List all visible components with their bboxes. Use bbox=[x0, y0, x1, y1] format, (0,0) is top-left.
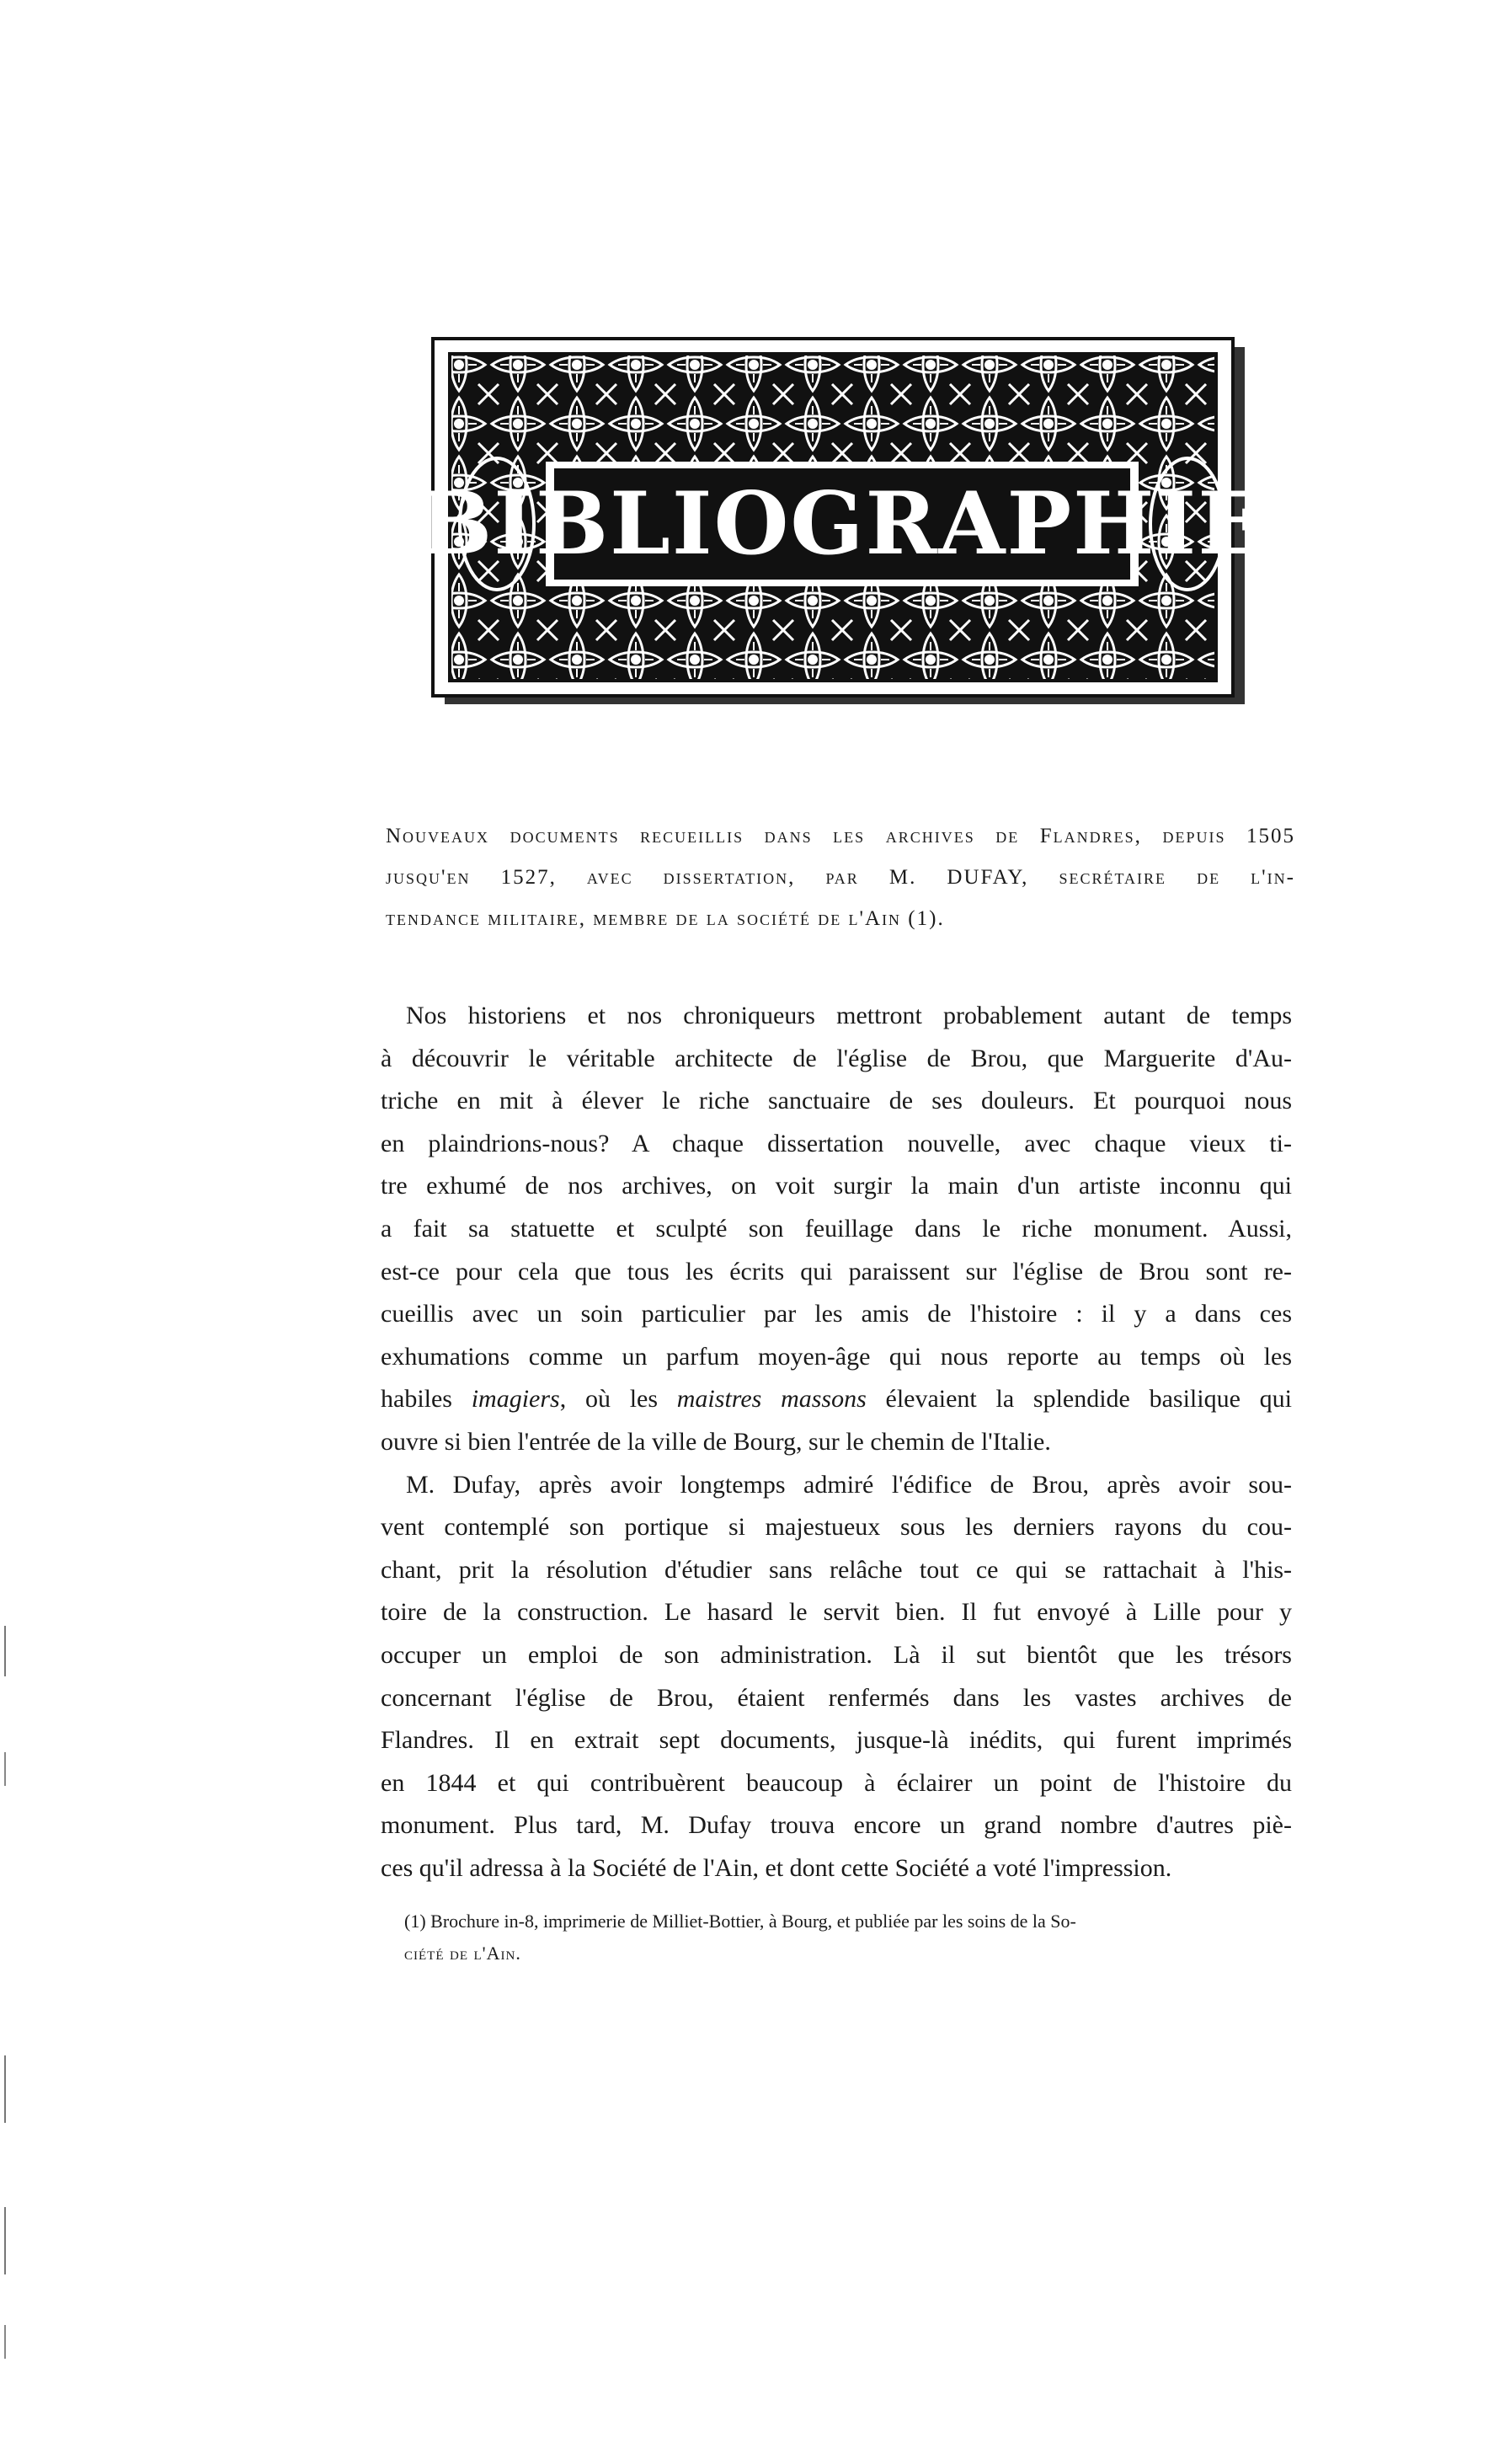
body-line: Nos historiens et nos chroniqueurs mettront probablement autant de temps bbox=[406, 1002, 1292, 1029]
body-line: monument. Plus tard, M. Dufay trouva encore un grand nombre d'autres piè- bbox=[381, 1811, 1292, 1840]
italic-term: imagiers bbox=[471, 1385, 560, 1414]
body-text-run: , où les bbox=[559, 1385, 677, 1414]
footnote-line: (1) Brochure in-8, imprimerie de Milliet-Bottier, à Bourg, et publiée par les soins de la So- bbox=[404, 1911, 1076, 1932]
italic-term: maistres massons bbox=[676, 1385, 867, 1414]
body-line: triche en mit à élever le riche sanctuaire de ses douleurs. Et pourquoi nous bbox=[381, 1087, 1292, 1115]
body-text-run: élevaient la splendide basilique qui bbox=[866, 1385, 1292, 1414]
body-line: exhumations comme un parfum moyen-âge qui nous reporte au temps où les bbox=[381, 1342, 1292, 1371]
body-line: M. Dufay, après avoir longtemps admiré l'édifice de Brou, après avoir sou- bbox=[406, 1470, 1292, 1499]
body-text-run: habiles bbox=[381, 1385, 472, 1414]
body-line: tre exhumé de nos archives, on voit surgir la main d'un artiste inconnu qui bbox=[381, 1172, 1292, 1200]
body-line-italics bbox=[381, 1378, 1292, 1421]
ornamental-banner bbox=[419, 335, 1265, 714]
banner-title: BIBLIOGRAPHIE bbox=[419, 473, 1265, 575]
body-line: chant, prit la résolution d'étudier sans relâche tout ce qui se rattachait à l'his- bbox=[381, 1555, 1292, 1584]
body-line: ces qu'il adressa à la Société de l'Ain, et dont cette Société a voté l'impression. bbox=[381, 1853, 1172, 1882]
footnote-line: ciété de l'Ain. bbox=[404, 1943, 521, 1964]
body-line: à découvrir le véritable architecte de l'église de Brou, que Marguerite d'Au- bbox=[381, 1044, 1292, 1072]
heading-line: tendance militaire, membre de la société de l'Ain (1). bbox=[386, 907, 945, 930]
body-line: toire de la construction. Le hasard le servit bien. Il fut envoyé à Lille pour y bbox=[381, 1598, 1292, 1627]
body-line: occuper un emploi de son administration. Là il sut bientôt que les trésors bbox=[381, 1640, 1292, 1669]
body-line: concernant l'église de Brou, étaient renfermés dans les vastes archives de bbox=[381, 1683, 1292, 1712]
body-line: ouvre si bien l'entrée de la ville de Bourg, sur le chemin de l'Italie. bbox=[381, 1427, 1051, 1456]
body-line: est-ce pour cela que tous les écrits qui paraissent sur l'église de Brou sont re- bbox=[381, 1257, 1292, 1285]
body-line: en 1844 et qui contribuèrent beaucoup à éclairer un point de l'histoire du bbox=[381, 1768, 1292, 1797]
heading-line: Nouveaux documents recueillis dans les archives de Flandres, depuis 1505 bbox=[386, 825, 1295, 847]
article-heading bbox=[386, 815, 1295, 939]
heading-line: jusqu'en 1527, avec dissertation, par M. DUFAY, secrétaire de l'in- bbox=[386, 866, 1295, 889]
footnote bbox=[404, 1905, 1293, 1970]
scan-margin-marks bbox=[0, 0, 51, 2464]
body-line: a fait sa statuette et sculpté son feuillage dans le riche monument. Aussi, bbox=[381, 1214, 1292, 1243]
body-line: Flandres. Il en extrait sept documents, jusque-là inédits, qui furent imprimés bbox=[381, 1726, 1292, 1755]
body-line: cueillis avec un soin particulier par les amis de l'histoire : il y a dans ces bbox=[381, 1300, 1292, 1328]
body-line: vent contemplé son portique si majestueux sous les derniers rayons du cou- bbox=[381, 1513, 1292, 1542]
body-line: en plaindrions-nous? A chaque dissertation nouvelle, avec chaque vieux ti- bbox=[381, 1129, 1292, 1157]
article-body bbox=[381, 995, 1292, 1889]
